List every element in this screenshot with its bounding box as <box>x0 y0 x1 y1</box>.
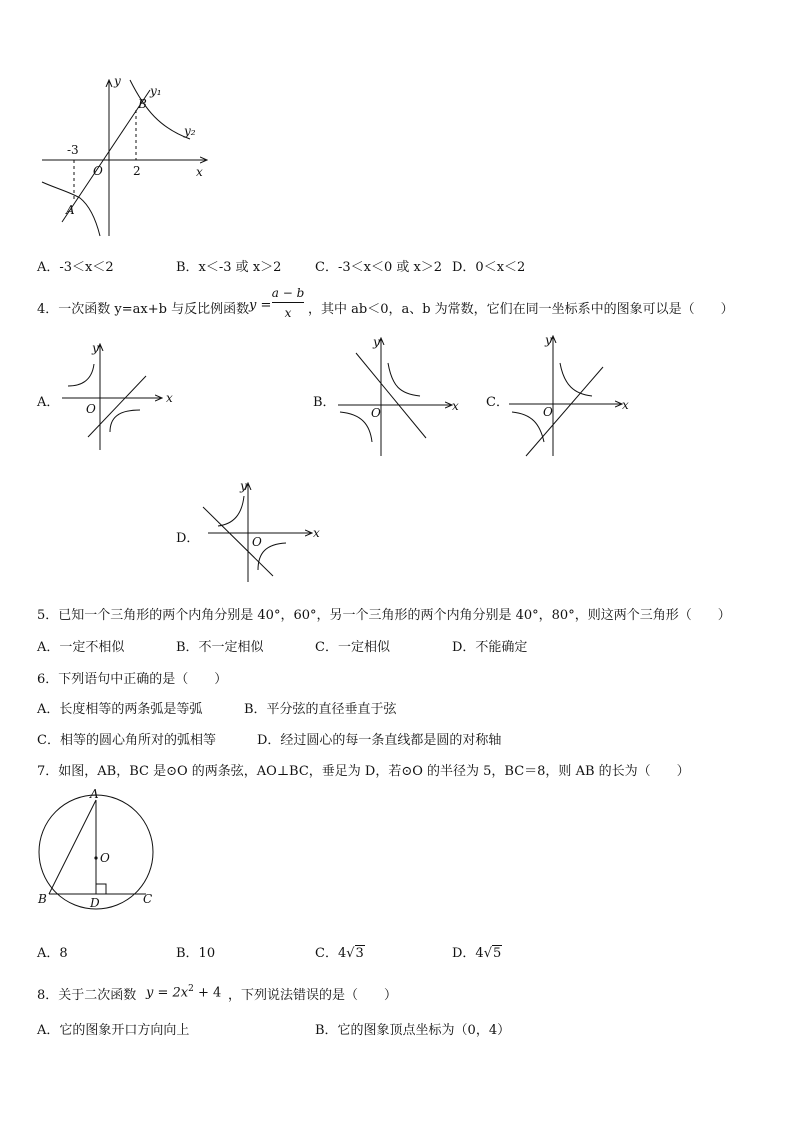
svg-text:B: B <box>38 892 47 906</box>
q6-stem: 6．下列语句中正确的是（ ） <box>37 672 228 687</box>
svg-text:x: x <box>166 391 173 405</box>
sqrt-sign-icon: √ <box>346 946 355 961</box>
svg-text:x: x <box>452 399 459 413</box>
q3-label-O: O <box>93 164 103 178</box>
q6-option-c: C．相等的圆心角所对的弧相等 <box>37 733 216 748</box>
q3-option-a: A．-3＜x＜2 <box>37 260 114 275</box>
q8-formula-main: y = 2x <box>146 985 189 1001</box>
q4-option-a-label: A． <box>37 395 60 410</box>
q3-label-x: x <box>196 165 203 179</box>
q7-option-c-radicand: 3 <box>355 946 364 961</box>
q5-option-d: D．不能确定 <box>452 640 528 655</box>
q7-option-c-prefix: C．4 <box>315 946 347 961</box>
q3-label-2: 2 <box>133 164 141 178</box>
q4-stem-prefix: 4．一次函数 y=ax+b 与反比例函数 <box>37 302 250 317</box>
q8-option-a: A．它的图象开口方向向上 <box>37 1023 190 1038</box>
q3-option-d: D．0＜x＜2 <box>452 260 526 275</box>
q5-option-b: B．不一定相似 <box>176 640 264 655</box>
svg-text:y: y <box>373 335 380 349</box>
q8-option-b: B．它的图象顶点坐标为（0，4） <box>315 1023 511 1038</box>
svg-text:C: C <box>143 892 153 906</box>
q5-option-c: C．一定相似 <box>315 640 390 655</box>
q7-option-d-radicand: 5 <box>493 946 502 961</box>
q7-option-b: B．10 <box>176 946 216 961</box>
q3-label-y2: y₂ <box>184 124 196 138</box>
q7-option-d-prefix: D．4 <box>452 946 484 961</box>
svg-text:y: y <box>240 479 247 493</box>
q7-option-c <box>315 942 365 961</box>
q6-option-a: A．长度相等的两条弧是等弧 <box>37 702 203 717</box>
q4-option-c-label: C． <box>486 395 509 410</box>
q7-option-a: A．8 <box>37 946 68 961</box>
q4-option-d-label: D． <box>176 531 200 546</box>
q7-option-d <box>452 942 502 961</box>
q4-fraction-denominator: x <box>284 306 292 320</box>
q8-formula-tail: + 4 <box>193 985 222 1001</box>
q5-stem: 5．已知一个三角形的两个内角分别是 40°，60°，另一个三角形的两个内角分别是 40°，80°，则这两个三角形（ ） <box>37 608 731 623</box>
q5-option-a: A．一定不相似 <box>37 640 125 655</box>
q3-label-A: A <box>66 203 75 217</box>
svg-text:O: O <box>86 402 96 416</box>
q7-stem: 7．如图，AB，BC 是⊙O 的两条弦，AO⊥BC，垂足为 D，若⊙O 的半径为 5，BC＝8，则 AB 的长为（ ） <box>37 764 690 779</box>
svg-text:A: A <box>90 787 99 801</box>
q3-label-y: y <box>114 74 121 88</box>
q8-formula <box>146 984 221 1000</box>
q4-fraction-numerator: a − b <box>271 286 305 300</box>
svg-text:x: x <box>313 526 320 540</box>
q4-stem-suffix: ，其中 ab＜0，a、b 为常数，它们在同一坐标系中的图象可以是（ ） <box>308 302 734 317</box>
q6-option-d: D．经过圆心的每一条直线都是圆的对称轴 <box>257 733 502 748</box>
q8-stem-suffix: ，下列说法错误的是（ ） <box>228 988 398 1003</box>
q3-label-neg3: -3 <box>67 143 79 157</box>
svg-text:y: y <box>92 341 99 355</box>
svg-text:O: O <box>543 405 553 419</box>
q4-formula-y: y = <box>249 298 272 313</box>
svg-text:y: y <box>545 333 552 347</box>
q8-formula-exponent: 2 <box>188 984 194 994</box>
q3-option-b: B．x＜-3 或 x＞2 <box>176 260 282 275</box>
q3-label-y1: y₁ <box>150 84 162 98</box>
svg-text:O: O <box>252 535 262 549</box>
q4-option-b-label: B． <box>313 395 336 410</box>
q8-stem-prefix: 8．关于二次函数 <box>37 988 137 1003</box>
sqrt-sign-icon: √ <box>483 946 492 961</box>
svg-text:D: D <box>90 896 100 910</box>
q3-label-B: B <box>138 97 147 111</box>
svg-text:O: O <box>371 406 381 420</box>
svg-text:x: x <box>622 398 629 412</box>
q6-option-b: B．平分弦的直径垂直于弦 <box>244 702 397 717</box>
svg-text:O: O <box>100 851 110 865</box>
q3-option-c: C．-3＜x＜0 或 x＞2 <box>315 260 443 275</box>
